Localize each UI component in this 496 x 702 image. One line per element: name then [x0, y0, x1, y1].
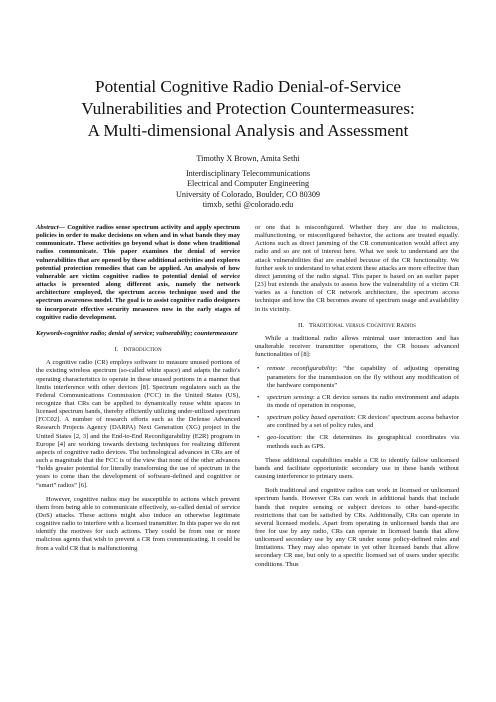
bullet-icon: •: [257, 414, 260, 422]
author-email: timxb, sethi @colorado.edu: [202, 200, 294, 209]
intro-paragraph-2: However, cognitive radios may be susceptible to actions which prevent them from being able to communicate effectively, so-called denial of service (DoS) attacks. These actions might also induce an otherwise legitimate cognitive radio to interfere with a licensed transmitter. In this paper we do not identify the motives for such actions. They could be from one or more malicious agents that wish to prevent a CR from communicating. It could be from a valid CR that is malfunctioning: [36, 495, 240, 552]
list-item: [255, 394, 459, 410]
title-line-2: Vulnerabilities and Protection Countermeasures:: [81, 99, 415, 118]
continued-paragraph: [255, 224, 459, 314]
list-item-text: : “the capability of adjusting operating parameters for the transmission on the fly without any modification of the hardware components”: [267, 365, 459, 389]
section-2-paragraph-3: Both traditional and cognitive radios can work in licensed or unlicensed spectrum bands. However CRs can work in additional bands that include bands that require sensing or subject devices to other band-specific restrictions that can be satisfied by CRs. Additionally, CRs can operate in several licensed models. Apart from operating in unlicensed bands that are free for use by any radio, CRs can operate in licensed bands that allow unlicensed secondary use by any CR under some policy-defined rules and limitations. They may also operate in yet other licensed bands that allow secondary CR use, but only to a specific licensed set of users under specific conditions. Thus: [255, 487, 459, 568]
continued-emphasis: because: [359, 256, 381, 264]
title-line-1: Potential Cognitive Radio Denial-of-Service: [95, 77, 401, 96]
title-line-3: A Multi-dimensional Analysis and Assessment: [87, 121, 409, 140]
continued-text-1: or one that is misconfigured. Whether they are due to malicious, malfunctioning, or misconfigured behavior, the actions are treated equally. Actions such as direct jamming of the CR communication would affect any radio and so are not of interest here. What we seek to understand are the attack vulnerabilities that are enabled: [255, 224, 459, 264]
right-column: [255, 224, 459, 569]
abstract: [36, 224, 240, 322]
author-block: [40, 154, 456, 211]
list-item-text: : a CR device senses its radio environment and adapts its mode of operation in response,: [267, 393, 460, 409]
section-1-heading: [36, 346, 240, 354]
abstract-text: Cognitive radios sense spectrum activity and apply spectrum policies in order to make decisions on when and in what bands they may communicate. These activities go beyond what is done when traditional radios communicate. This paper examines the denial of service vulnerabilities that are opened by these additional activities and explores potential protection remedies that can be applied. An analysis of how vulnerable are victim cognitive radios to potential denial of service attacks is presented along different axis, namely the network architecture employed, the spectrum access technique used and the spectrum awareness model. The goal is to assist cognitive radio designers to incorporate effective security measures now in the early stages of cognitive radio development.: [36, 224, 240, 321]
list-item: [255, 365, 459, 389]
bullet-icon: •: [257, 393, 260, 401]
keywords: Keywords-cognitive radio; denial of service; vulnerability; countermeasure: [36, 329, 238, 337]
author-names: Timothy X Brown, Amita Sethi: [196, 154, 300, 163]
list-item: [255, 434, 459, 450]
affiliation-line-1: Interdisciplinary Telecommunications: [185, 168, 311, 178]
section-1-number: I.: [114, 346, 119, 354]
abstract-lead: Abstract—: [36, 224, 66, 231]
list-item-text: : the CR determines its geographical coordinates via methods such as GPS.: [267, 434, 459, 450]
bullet-icon: •: [257, 365, 260, 373]
list-item: [255, 414, 459, 430]
section-2-heading: [255, 322, 459, 330]
list-item-term: remote reconfigurability: [267, 365, 336, 373]
section-2-intro: While a traditional radio allows minimal user interaction and has unalterable receiver transmitter operations, the CR bouses advanced functionalities of [8]:: [255, 334, 459, 359]
continued-text-2: of the CR functionality. We further seek to understand to what extent these attacks are more effective than direct jamming of the radio signal. This paper is based on an earlier paper [23] but extends the analysis to assess how the vulnerability of a victim CR varies as a function of CR network architecture, the spectrum access technique and how the CR becomes aware of spectrum usage and availability in its vicinity.: [255, 256, 459, 313]
list-item-text: : CR devices’ spectrum access behavior are confined by a set of policy rules, and: [267, 414, 460, 430]
functionality-list: [255, 365, 459, 450]
section-2-paragraph-2: These additional capabilities enable a CR to identify fallow unlicensed bands and facilitate opportunistic secondary use in these bands without causing interference to primary users.: [255, 456, 459, 481]
list-item-term: geo-location: [267, 434, 301, 442]
left-column: [36, 224, 240, 553]
affiliation-line-2: Electrical and Computer Engineering: [186, 179, 310, 188]
section-1-title: Introduction: [123, 346, 162, 354]
list-item-term: spectrum sensing: [267, 393, 313, 401]
paper-title: [20, 76, 476, 142]
affiliation-line-3: University of Colorado, Boulder, CO 80309: [175, 189, 321, 199]
intro-paragraph-1: A cognitive radio (CR) employs software to measure unused portions of the existing wireless spectrum (so-called white space) and adapts the radio's operating characteristics to operate in these unused portions in a manner that limits interference with other devices [8]. Spectrum regulators such as the Federal Communications Commission (FCC) in the United States (US), recognize that CRs can be applied to dynamically reuse white spaces in licensed spectrum bands, thereby efficiently utilizing under-utilized spectrum [FCC02]. A number of research efforts such as the Defense Advanced Research Projects Agency (DARPA) Next Generation (XG) project in the United States [2, 3] and the End-to-End Reconfigurability (E2R) program in Europe [4] are working towards devising techniques for realizing different aspects of cognitive radio devices. The technological advances in CRs are of such a magnitude that the FCC is of the view that none of the other advances “holds greater potential for literally transforming the use of spectrum in the years to come than the development of software-defined and cognitive or “smart” radios” [6].: [36, 359, 240, 489]
section-2-number: II.: [298, 321, 305, 329]
list-item-term: spectrum policy based operation: [267, 414, 354, 422]
bullet-icon: •: [257, 434, 260, 442]
section-2-title: Traditional versus Cognitive Radios: [309, 321, 416, 329]
